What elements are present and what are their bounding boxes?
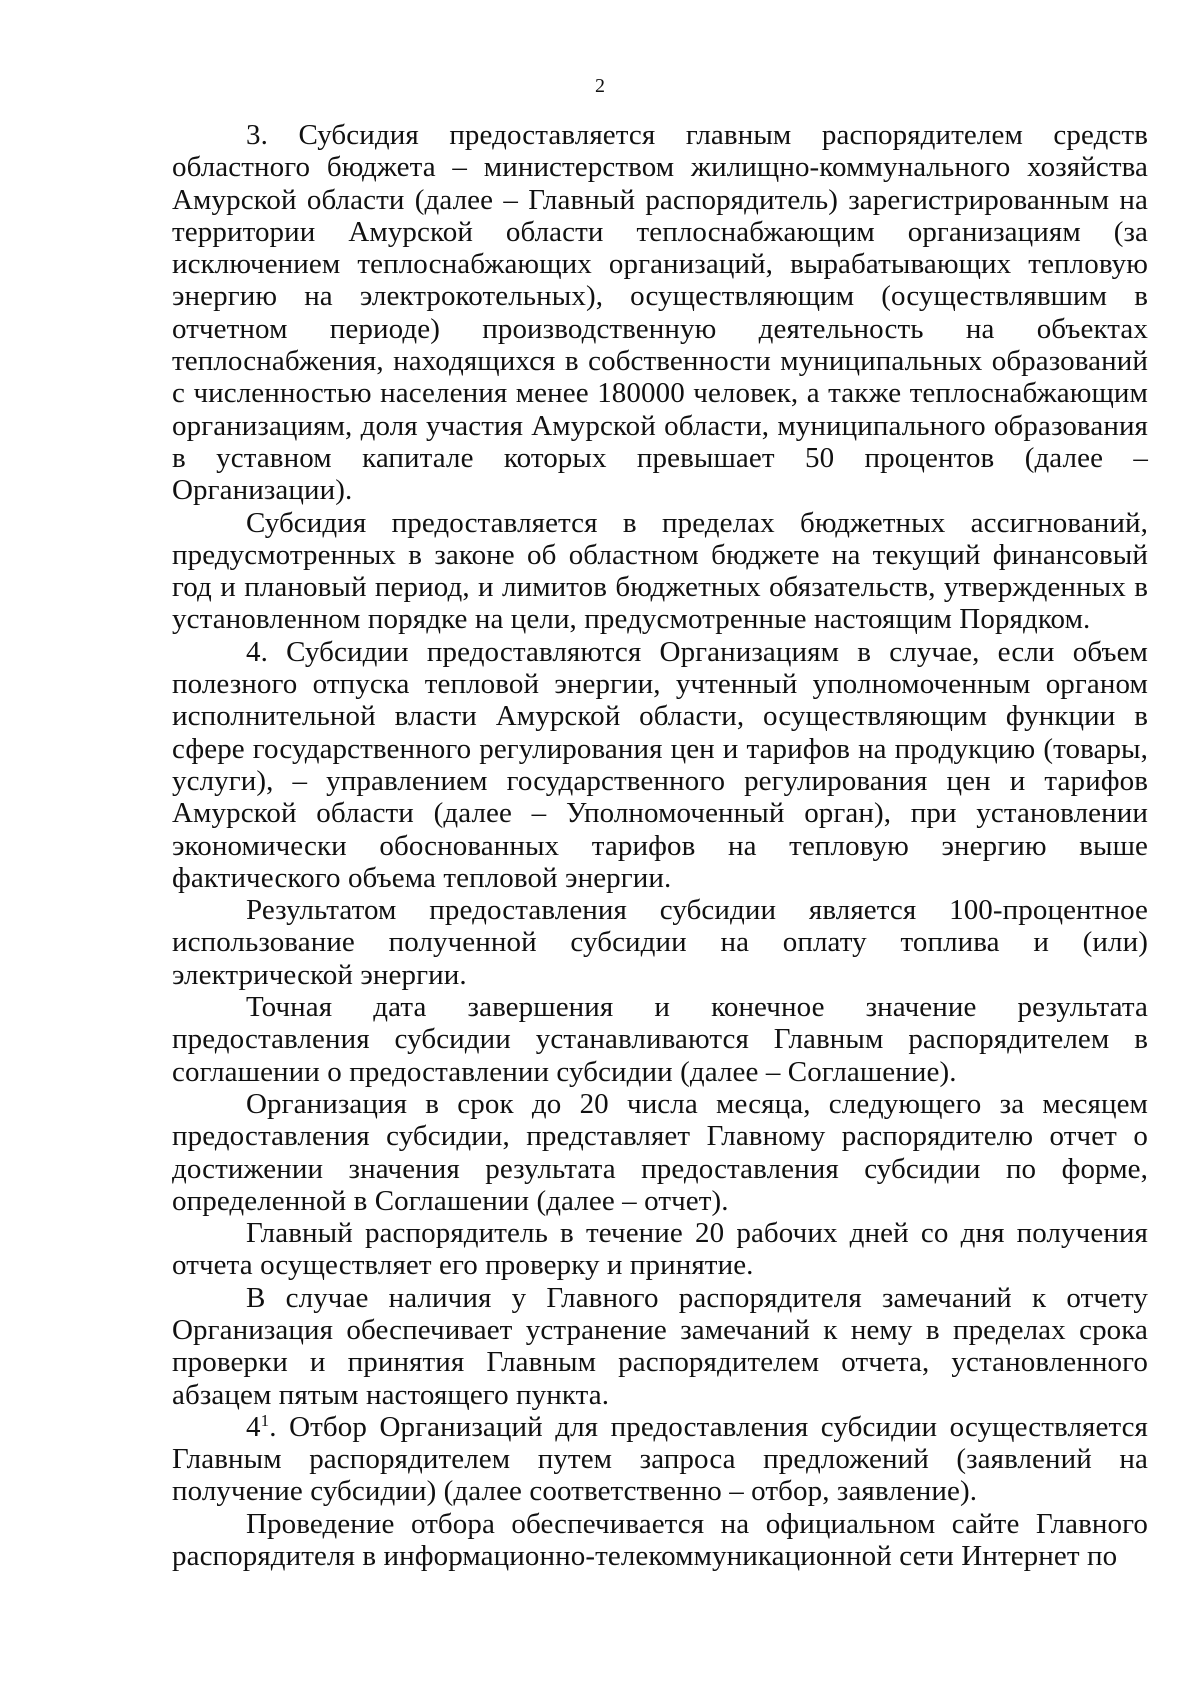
paragraph-subsidy-limits: Субсидия предоставляется в пределах бюджетных ассигнований, предусмотренных в законе об областном бюджете на текущий финансовый год и плановый период, и лимитов бюджетных обязательств, утвержденных в установленном порядке на цели, предусмотренные настоящим Порядком. — [172, 506, 1148, 636]
document-body — [172, 119, 1148, 1572]
paragraph-report-review: Главный распорядитель в течение 20 рабочих дней со дня получения отчета осуществляет его проверку и принятие. — [172, 1217, 1148, 1282]
paragraph-remarks: В случае наличия у Главного распорядителя замечаний к отчету Организация обеспечивает устранение замечаний к нему в пределах срока проверки и принятия Главным распорядителем отчета, установленного абзацем пятым настоящего пункта. — [172, 1281, 1148, 1411]
paragraph-result: Результатом предоставления субсидии является 100-процентное использование полученной субсидии на оплату топлива и (или) электрической энергии. — [172, 894, 1148, 991]
page-number: 2 — [595, 75, 605, 97]
paragraph-report-deadline: Организация в срок до 20 числа месяца, следующего за месяцем предоставления субсидии, представляет Главному распорядителю отчет о достижении значения результата предоставления субсидии по форме, определенной в Соглашении (далее – отчет). — [172, 1087, 1148, 1217]
paragraph-4-1-superscript: 1 — [260, 1410, 270, 1430]
paragraph-3: 3. Субсидия предоставляется главным распорядителем средств областного бюджета – министерством жилищно-коммунального хозяйства Амурской области (далее – Главный распорядитель) зарегистрированным на территории Амурской области теплоснабжающим организациям (за исключением теплоснабжающих организаций, вырабатывающих тепловую энергию на электрокотельных), осуществляющим (осуществлявшим в отчетном периоде) производственную деятельность на объектах теплоснабжения, находящихся в собственности муниципальных образований с численностью населения менее 180000 человек, а также теплоснабжающим организациям, доля участия Амурской области, муниципального образования в уставном капитале которых превышает 50 процентов (далее – Организации). — [172, 119, 1148, 507]
paragraph-selection-site: Проведение отбора обеспечивается на официальном сайте Главного распорядителя в информационно-телекоммуникационной сети Интернет по — [172, 1507, 1148, 1573]
paragraph-4-1 — [172, 1411, 1148, 1508]
paragraph-exact-date: Точная дата завершения и конечное значение результата предоставления субсидии устанавливаются Главным распорядителем в соглашении о предоставлении субсидии (далее – Соглашение). — [172, 991, 1148, 1088]
paragraph-4-1-text: . Отбор Организаций для предоставления субсидии осуществляется Главным распорядителем путем запроса предложений (заявлений на получение субсидии) (далее соответственно – отбор, заявление). — [172, 1410, 1148, 1508]
paragraph-4: 4. Субсидии предоставляются Организациям в случае, если объем полезного отпуска тепловой энергии, учтенный уполномоченным органом исполнительной власти Амурской области, осуществляющим функции в сфере государственного регулирования цен и тарифов на продукцию (товары, услуги), – управлением государственного регулирования цен и тарифов Амурской области (далее – Уполномоченный орган), при установлении экономически обоснованных тарифов на тепловую энергию выше фактического объема тепловой энергии. — [172, 635, 1148, 894]
paragraph-4-1-number: 4 — [246, 1410, 261, 1443]
